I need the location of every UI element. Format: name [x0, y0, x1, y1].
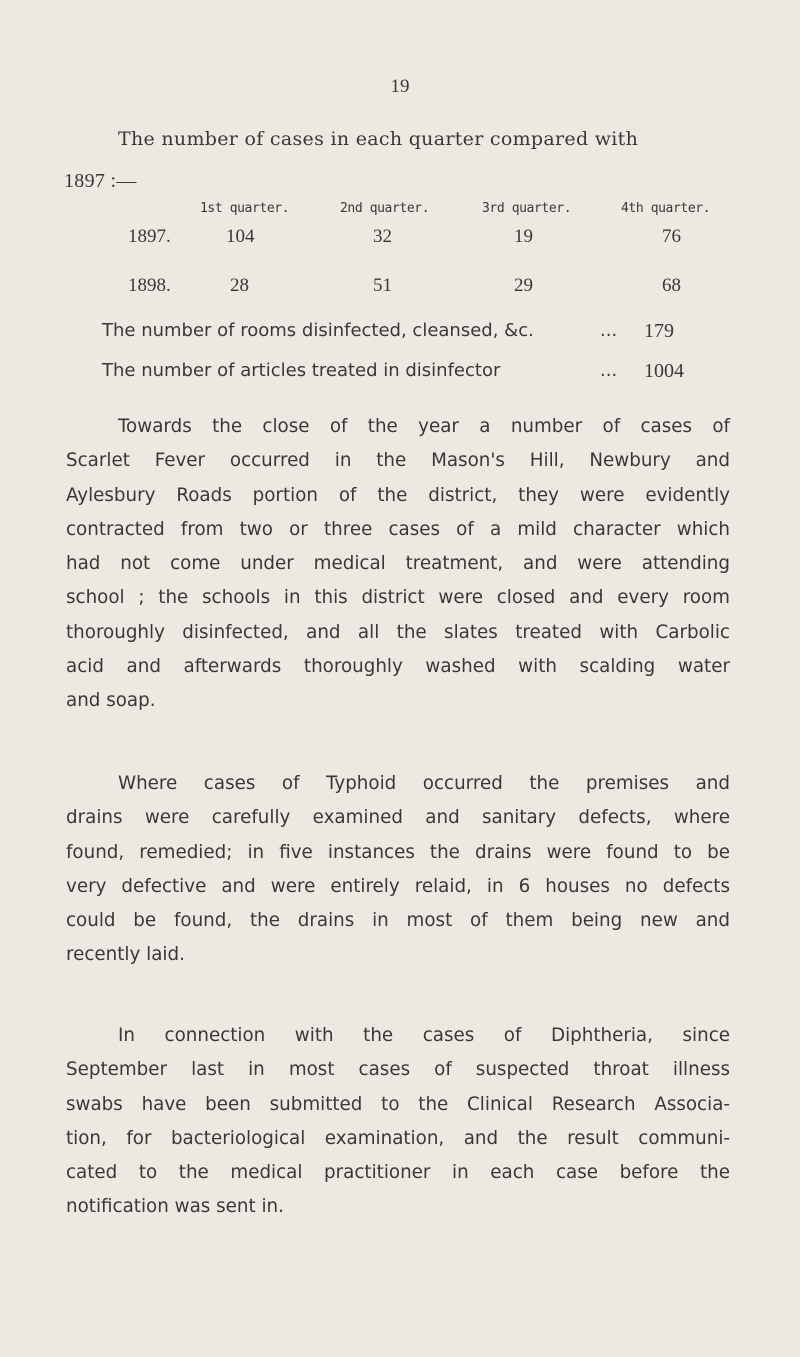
summary-label: The number of articles treated in disinfector [102, 360, 501, 381]
paragraph-line: Towards the close of the year a number of cases of [118, 416, 730, 437]
paragraph-line: contracted from two or three cases of a mild character which [66, 518, 730, 540]
paragraph-line: acid and afterwards thoroughly washed with scalding water [66, 656, 730, 678]
page-number: 19 [390, 76, 410, 97]
paragraph-typhoid [66, 767, 730, 973]
summary-dots: ... [600, 360, 618, 381]
table-row [0, 275, 800, 315]
paragraph-line: In connection with the cases of Diphtheria, since [118, 1025, 730, 1046]
intro-line-2: 1897 :— [64, 170, 137, 192]
paragraph-line: cated to the medical practitioner in each case before the [66, 1162, 730, 1184]
paragraph-line: and soap. [66, 690, 156, 712]
paragraph-line: tion, for bacteriological examination, and the result communi- [66, 1127, 730, 1149]
paragraph-diphtheria [66, 1019, 730, 1225]
paragraph-line: had not come under medical treatment, and were attending [66, 553, 730, 575]
paragraph-line: swabs have been submitted to the Clinical Research Associa- [66, 1093, 730, 1115]
quarter-header-2: 2nd quarter. [340, 201, 430, 216]
paragraph-line: Where cases of Typhoid occurred the premises and [118, 773, 730, 794]
cell-q3: 29 [514, 275, 533, 296]
row-year: 1898. [128, 275, 171, 296]
paragraph-line: very defective and were entirely relaid, in 6 houses no defects [66, 875, 730, 897]
cell-q2: 32 [373, 226, 392, 247]
paragraph-line: recently laid. [66, 944, 185, 966]
cell-q3: 19 [514, 226, 533, 247]
summary-dots: ... [600, 320, 618, 341]
quarter-header-4: 4th quarter. [621, 201, 711, 216]
summary-value: 179 [644, 320, 674, 342]
table-row [0, 226, 800, 266]
paragraph-line: notification was sent in. [66, 1196, 284, 1218]
row-year: 1897. [128, 226, 171, 247]
summary-value: 1004 [644, 360, 684, 382]
cell-q4: 76 [662, 226, 681, 247]
paragraph-line: thoroughly disinfected, and all the slates treated with Carbolic [66, 621, 730, 643]
paragraph-line: Aylesbury Roads portion of the district, they were evidently [66, 484, 730, 506]
paragraph-scarlet-fever [66, 410, 730, 719]
summary-label: The number of rooms disinfected, cleansed, &c. [102, 320, 534, 341]
paragraph-line: found, remedied; in five instances the drains were found to be [66, 841, 730, 863]
cell-q1: 28 [230, 275, 249, 296]
paragraph-line: Scarlet Fever occurred in the Mason's Hill, Newbury and [66, 450, 730, 472]
cell-q2: 51 [373, 275, 392, 296]
quarter-header-3: 3rd quarter. [482, 201, 572, 216]
paragraph-line: school ; the schools in this district were closed and every room [66, 587, 730, 609]
paragraph-line: September last in most cases of suspected throat illness [66, 1059, 730, 1081]
intro-line-1: The number of cases in each quarter compared with [118, 128, 639, 150]
intro-text [64, 118, 728, 202]
paragraph-line: drains were carefully examined and sanitary defects, where [66, 807, 730, 829]
quarter-header-1: 1st quarter. [200, 201, 290, 216]
paragraph-line: could be found, the drains in most of them being new and [66, 910, 730, 932]
cell-q4: 68 [662, 275, 681, 296]
cell-q1: 104 [226, 226, 255, 247]
